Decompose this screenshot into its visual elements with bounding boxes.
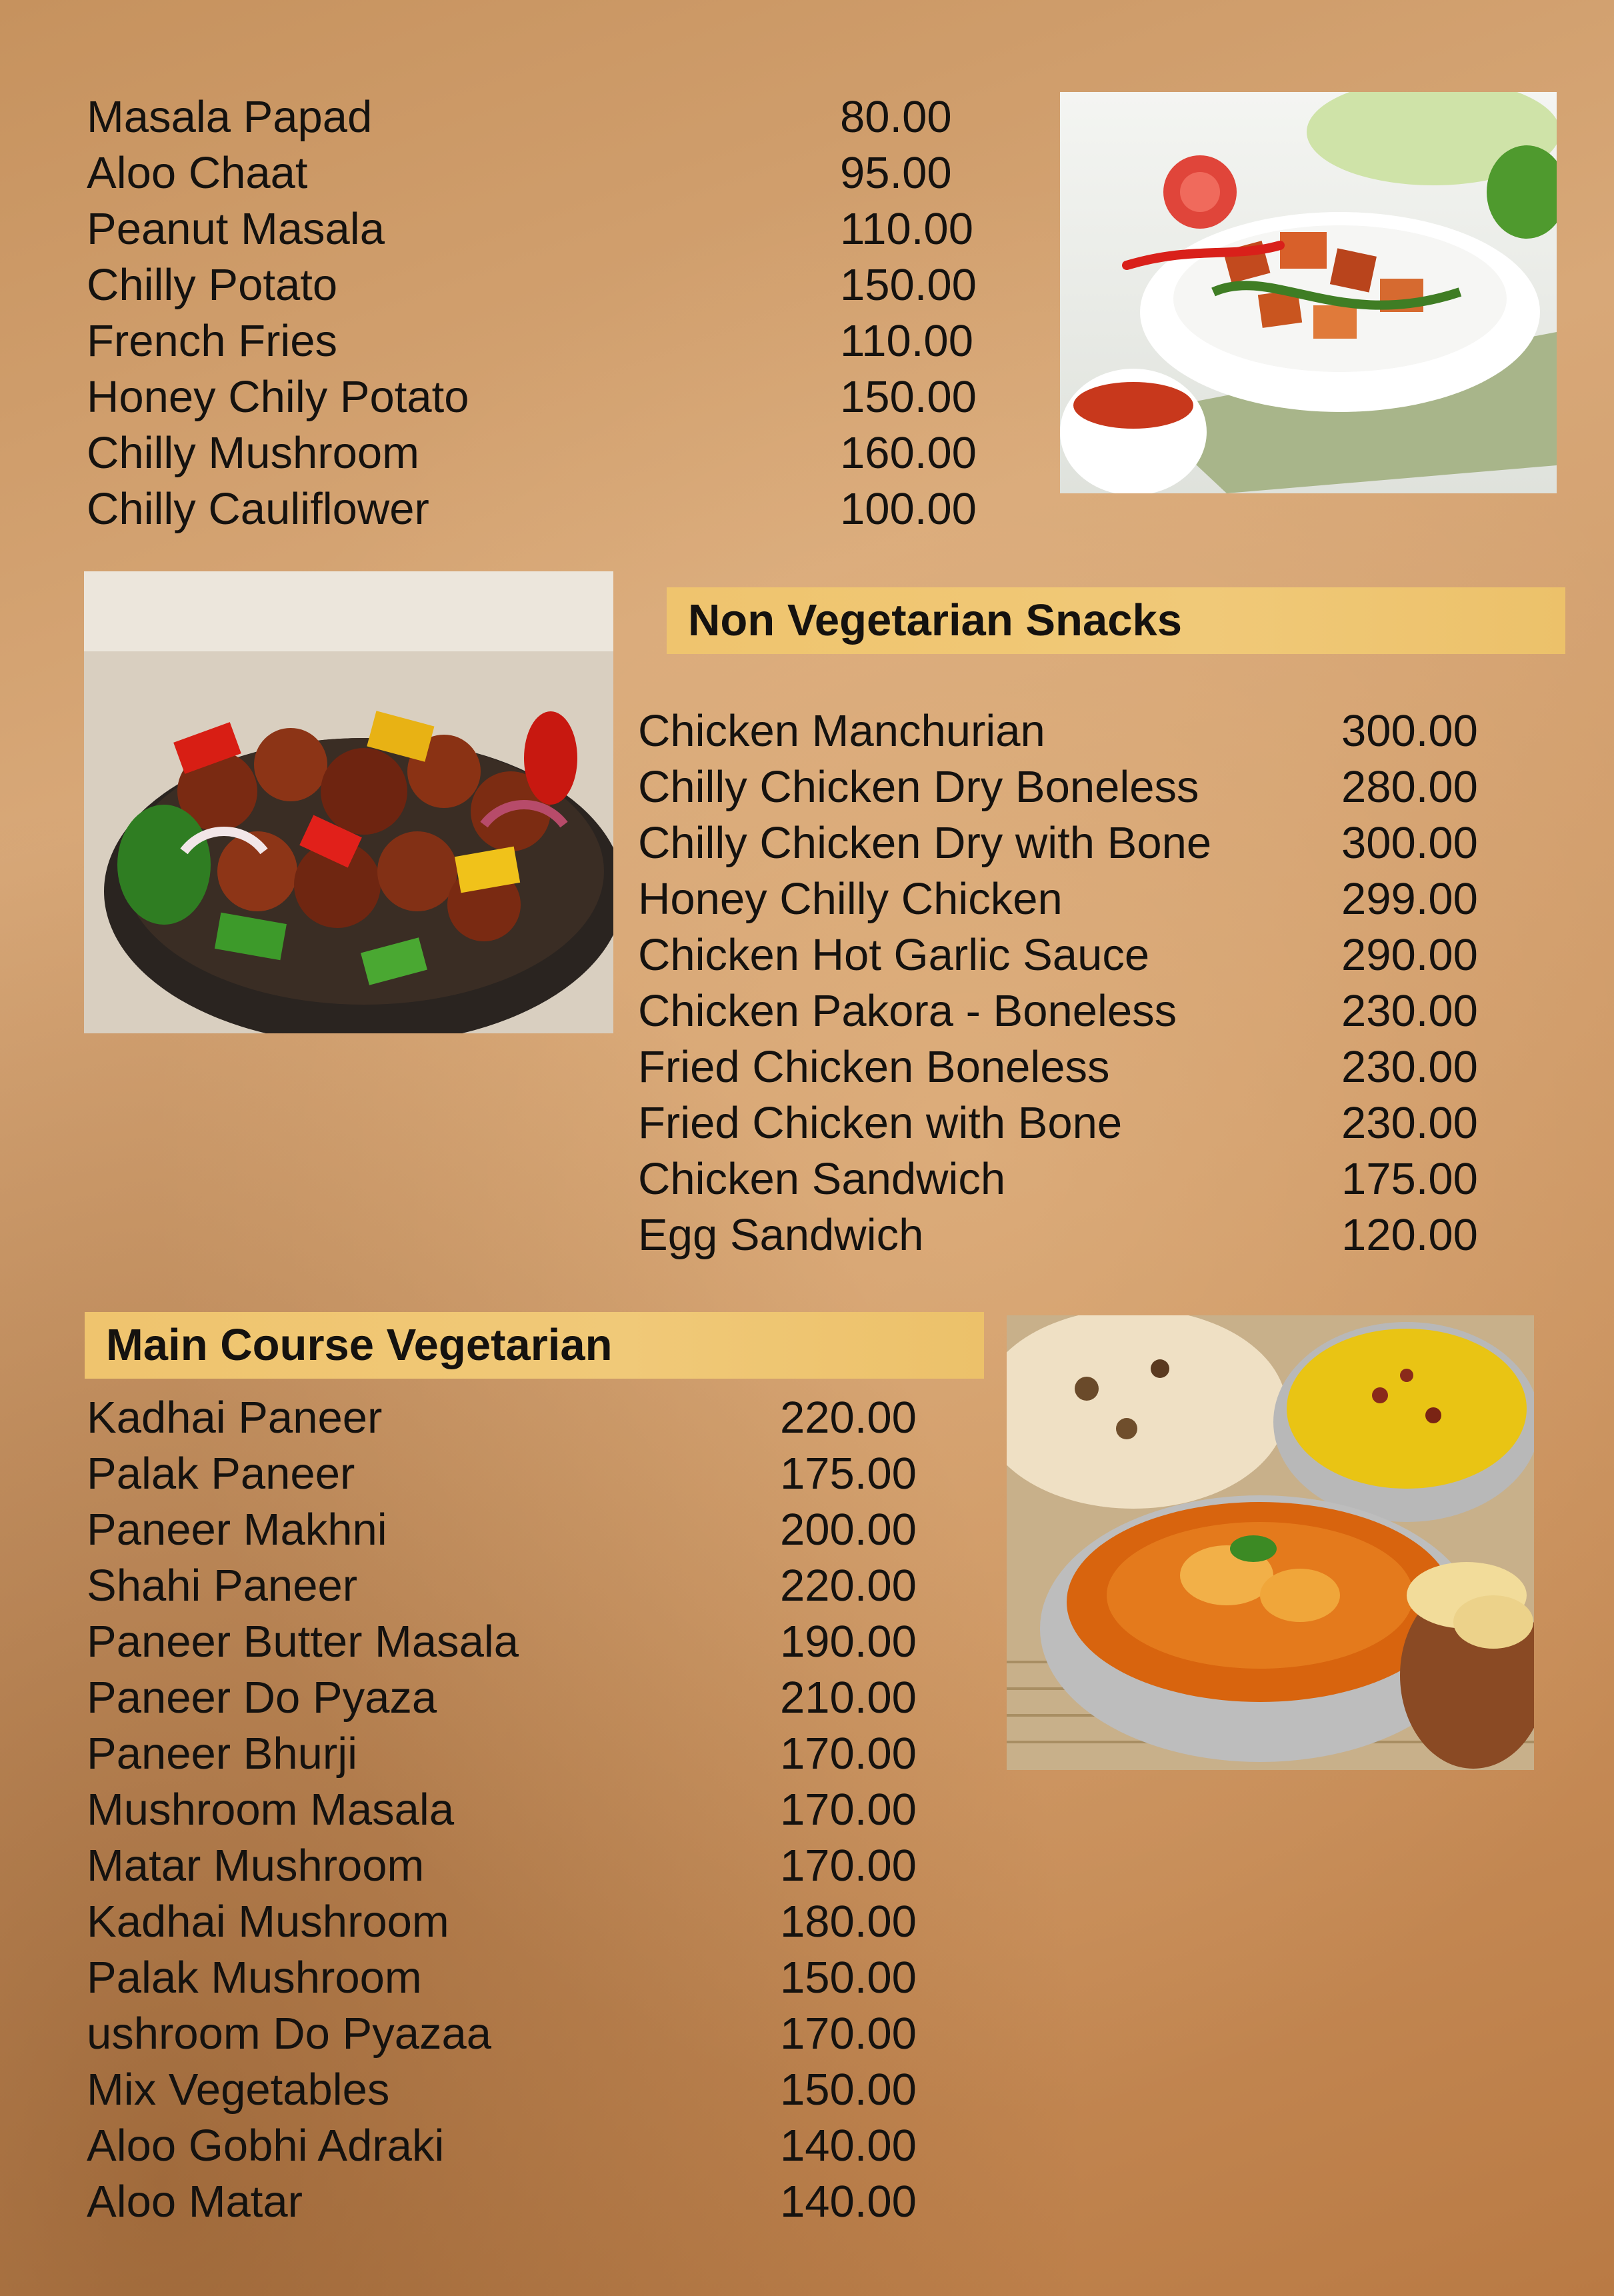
menu-item xyxy=(87,313,1020,369)
menu-item-price: 170.00 xyxy=(780,1729,917,1779)
menu-item xyxy=(638,1095,1571,1151)
menu-item-price: 230.00 xyxy=(1341,1098,1478,1148)
menu-item-price: 220.00 xyxy=(780,1561,917,1611)
menu-item xyxy=(638,871,1571,927)
menu-item xyxy=(638,1207,1571,1263)
menu-item xyxy=(87,2174,1020,2230)
menu-item xyxy=(87,1726,1020,1782)
menu-item xyxy=(87,1670,1020,1726)
menu-item-price: 280.00 xyxy=(1341,762,1478,812)
menu-item-price: 95.00 xyxy=(840,148,952,198)
menu-item xyxy=(638,983,1571,1039)
menu-item xyxy=(87,1390,1020,1446)
menu-item-name: Honey Chilly Chicken xyxy=(638,874,1063,924)
menu-item xyxy=(638,815,1571,871)
menu-item-price: 100.00 xyxy=(840,484,977,534)
menu-item-price: 80.00 xyxy=(840,92,952,142)
menu-item xyxy=(87,1894,1020,1950)
main-course-veg-title: Main Course Vegetarian xyxy=(106,1320,613,1370)
menu-item-name: Masala Papad xyxy=(87,92,373,142)
menu-item xyxy=(87,1502,1020,1558)
menu-item-price: 120.00 xyxy=(1341,1210,1478,1260)
menu-item xyxy=(87,1782,1020,1838)
menu-item-name: Chilly Cauliflower xyxy=(87,484,429,534)
sizzler-chilly-chicken-photo xyxy=(84,571,613,1033)
menu-item-name: Aloo Gobhi Adraki xyxy=(87,2121,445,2171)
menu-item-name: Fried Chicken with Bone xyxy=(638,1098,1123,1148)
menu-item-name: Chilly Potato xyxy=(87,260,338,310)
menu-item-price: 110.00 xyxy=(840,316,973,366)
menu-item-name: French Fries xyxy=(87,316,338,366)
menu-item xyxy=(87,2118,1020,2174)
menu-item xyxy=(87,1838,1020,1894)
menu-item-price: 160.00 xyxy=(840,428,977,478)
menu-item xyxy=(87,481,1020,537)
non-veg-snacks-title: Non Vegetarian Snacks xyxy=(688,595,1183,645)
menu-item-price: 180.00 xyxy=(780,1897,917,1947)
menu-item-name: Paneer Butter Masala xyxy=(87,1617,519,1667)
menu-item-price: 110.00 xyxy=(840,204,973,254)
menu-item-price: 170.00 xyxy=(780,2009,917,2059)
menu-item-price: 230.00 xyxy=(1341,986,1478,1036)
menu-item-price: 200.00 xyxy=(780,1505,917,1555)
menu-item xyxy=(87,1446,1020,1502)
menu-item-name: Mushroom Masala xyxy=(87,1785,455,1835)
menu-item-name: Peanut Masala xyxy=(87,204,385,254)
menu-item xyxy=(87,89,1020,145)
menu-item-name: Chicken Hot Garlic Sauce xyxy=(638,930,1150,980)
menu-item-name: Chicken Sandwich xyxy=(638,1154,1006,1204)
menu-item-name: Chicken Pakora - Boneless xyxy=(638,986,1177,1036)
menu-item xyxy=(638,703,1571,759)
main-course-veg-list xyxy=(87,1390,1020,2230)
menu-item-name: Chicken Manchurian xyxy=(638,706,1045,756)
menu-item xyxy=(87,1950,1020,2006)
menu-item-name: Chilly Chicken Dry with Bone xyxy=(638,818,1212,868)
menu-item-name: Aloo Chaat xyxy=(87,148,308,198)
menu-item-price: 300.00 xyxy=(1341,706,1478,756)
menu-item-price: 150.00 xyxy=(780,1953,917,2003)
menu-item-price: 190.00 xyxy=(780,1617,917,1667)
menu-item-name: Palak Mushroom xyxy=(87,1953,422,2003)
menu-item-price: 150.00 xyxy=(840,260,977,310)
menu-item xyxy=(87,2006,1020,2062)
menu-item xyxy=(638,927,1571,983)
menu-item xyxy=(87,1614,1020,1670)
menu-item-name: Paneer Makhni xyxy=(87,1505,387,1555)
menu-item-name: Kadhai Paneer xyxy=(87,1393,383,1443)
menu-item xyxy=(87,425,1020,481)
menu-item xyxy=(638,1151,1571,1207)
chilly-paneer-dish-photo xyxy=(1060,92,1557,493)
menu-item-name: Mix Vegetables xyxy=(87,2065,390,2115)
menu-item xyxy=(87,201,1020,257)
menu-item-price: 290.00 xyxy=(1341,930,1478,980)
main-course-veg-header xyxy=(85,1312,984,1379)
menu-item-name: Paneer Bhurji xyxy=(87,1729,357,1779)
menu-item xyxy=(638,1039,1571,1095)
menu-item-name: Aloo Matar xyxy=(87,2177,303,2227)
menu-item-name: Egg Sandwich xyxy=(638,1210,924,1260)
menu-item-price: 175.00 xyxy=(1341,1154,1478,1204)
veg-snacks-list xyxy=(87,89,1020,537)
menu-item-price: 220.00 xyxy=(780,1393,917,1443)
menu-item-price: 150.00 xyxy=(780,2065,917,2115)
menu-item-name: ushroom Do Pyazaa xyxy=(87,2009,492,2059)
menu-item-price: 140.00 xyxy=(780,2121,917,2171)
menu-item-name: Shahi Paneer xyxy=(87,1561,358,1611)
menu-item-price: 170.00 xyxy=(780,1841,917,1891)
curry-naan-rice-photo xyxy=(1007,1315,1534,1770)
menu-item-name: Paneer Do Pyaza xyxy=(87,1673,437,1723)
menu-item-price: 299.00 xyxy=(1341,874,1478,924)
menu-item-name: Palak Paneer xyxy=(87,1449,355,1499)
menu-item-name: Matar Mushroom xyxy=(87,1841,425,1891)
menu-item xyxy=(87,145,1020,201)
menu-item-name: Fried Chicken Boneless xyxy=(638,1042,1110,1092)
menu-item xyxy=(87,257,1020,313)
menu-item-price: 150.00 xyxy=(840,372,977,422)
menu-item-name: Kadhai Mushroom xyxy=(87,1897,449,1947)
menu-item-price: 175.00 xyxy=(780,1449,917,1499)
menu-item-price: 140.00 xyxy=(780,2177,917,2227)
non-veg-snacks-list xyxy=(638,703,1571,1263)
menu-item xyxy=(638,759,1571,815)
menu-item-name: Honey Chily Potato xyxy=(87,372,469,422)
menu-item-name: Chilly Chicken Dry Boneless xyxy=(638,762,1199,812)
menu-item xyxy=(87,2062,1020,2118)
menu-item-price: 170.00 xyxy=(780,1785,917,1835)
menu-item xyxy=(87,369,1020,425)
menu-item xyxy=(87,1558,1020,1614)
menu-item-price: 210.00 xyxy=(780,1673,917,1723)
menu-item-price: 300.00 xyxy=(1341,818,1478,868)
non-veg-snacks-header xyxy=(667,587,1565,654)
menu-item-price: 230.00 xyxy=(1341,1042,1478,1092)
menu-item-name: Chilly Mushroom xyxy=(87,428,419,478)
